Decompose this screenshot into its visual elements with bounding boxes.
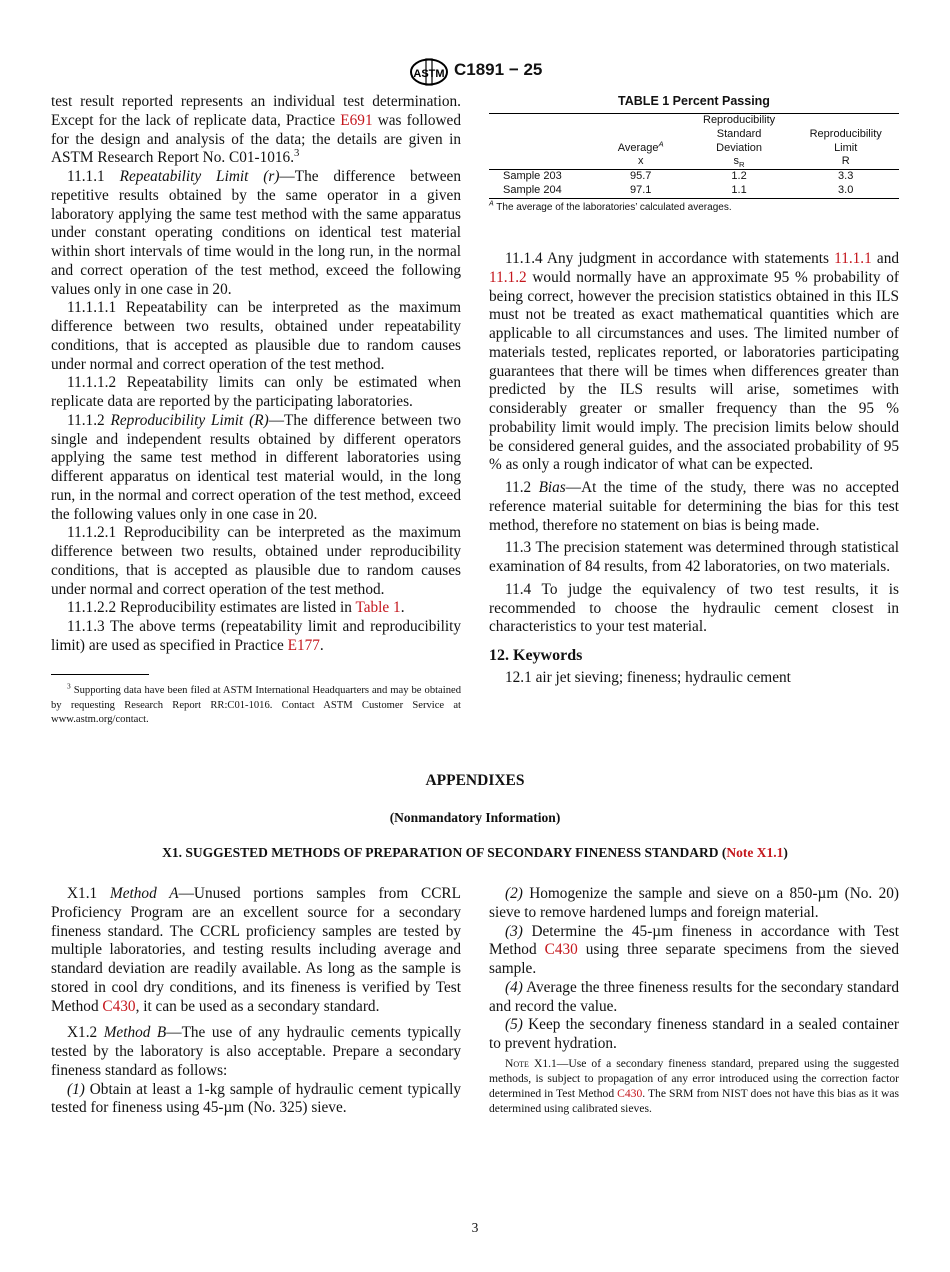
keywords-text: 12.1 air jet sieving; fineness; hydraulic cement [505,669,791,686]
link-c430[interactable]: C430 [102,997,136,1015]
step-3: (3) Determine the 45-µm fineness in accordance with Test Method C430 using three separate specimens from the sieved sample. [489,922,899,977]
paragraph-11-3: 11.3 The precision statement was determined through statistical examination of 84 results, from 42 laboratories, on two materials. [489,539,899,575]
link-table-1[interactable]: Table 1 [355,599,401,617]
step-2: (2) Homogenize the sample and sieve on a 850-µm (No. 20) sieve to remove hardened lumps and foreign material. [489,885,899,921]
step-1: (1) Obtain at least a 1-kg sample of hydraulic cement typically tested for fineness using 45-µm (No. 325) sieve. [51,1080,461,1117]
header-limit-1: Reproducibility [809,127,882,140]
table-row: Sample 203 95.7 1.2 3.3 [503,170,854,183]
header-average: Average$^A$ [617,138,664,154]
appendix-subtitle: (Nonmandatory Information) [389,810,561,825]
paragraph-11-4: 11.4 To judge the equivalency of two test results, it is recommended to choose the hydraulic cement closest in characteristics to your test material. [489,580,899,636]
table-row: Sample 204 97.1 1.1 3.0 [489,184,899,198]
page-header [0,58,950,84]
left-column [51,93,461,656]
paragraph-x1-1: X1.1 Method A—Unused portions samples from CCRL Proficiency Program are an excellent source for a secondary fineness standard. The CCRL proficiency samples are tested by multiple laboratories, and testing results including average and standard deviation are readily available. As long as the sample is stored in cool dry conditions, and its fineness is verified by Test Method C430, it can be used as a secondary standard. [51,885,461,1015]
symbol-r: R [792,155,899,169]
link-e691[interactable]: E691 [340,111,373,129]
paragraph-11-1-4: 11.1.4 Any judgment in accordance with statements 11.1.1 and 11.1.2 would normally have an approximate 95 % probability of being correct, however the precision statistics obtained in this ILS must not be treated as exact mathematical quantities which are applicable to all circumstances and uses. The limited number of materials tested, replicates reported, or laboratories participating guarantees that there will be times when differences greater than predicted by the ILS results will arise, sometimes with considerably greater or smaller frequency than the 95 % probability limit would imply. The precision limits below should be considered general guides, and the associated probability of 95 % as only a rough indicator of what can be expected. [489,250,899,474]
symbol-x: x [596,155,686,169]
symbol-sr: $s_R$ [686,155,793,169]
paragraph-11-1-1-2: 11.1.1.2 Repeatability limits can only be estimated when replicate data are reported by the participating laboratories. [51,374,461,410]
appendix-x1-heading: X1. SUGGESTED METHODS OF PREPARATION OF SECONDARY FINENESS STANDARD (Note X1.1) [162,845,788,860]
table-1 [489,93,899,213]
paragraph-11-1-1: 11.1.1 Repeatability Limit (r)—The difference between repetitive results obtained by the same operator in a given laboratory applying the same test method with the same apparatus under constant operating conditions on identical test material within short intervals of time would in the long run, in the normal and correct operation of the test method, exceed the following values only in one case in 20. [51,168,461,298]
paragraph-x1-2: X1.2 Method B—The use of any hydraulic cements typically tested by the laboratory is also acceptable. Prepare a secondary fineness standard as follows: [51,1024,461,1079]
step-5: (5) Keep the secondary fineness standard in a sealed container to prevent hydration. [489,1016,899,1052]
paragraph-intro: test result reported represents an individual test determination. Except for the lack of replicate data, Practice E691 was followed for the design and analysis of the data; the details are given in ASTM Research Report No. C01-1016.$^3$ [51,93,461,167]
link-note-x1-1[interactable]: Note X1.1 [726,845,784,860]
note-x1-1: Note X1.1—Use of a secondary fineness standard, prepared using the suggested methods, is subject to propagation of any error introduced using the correction factor determined in Test Method C430. The SRM from NIST does not have this bias as it was determined using calibrated sieves. [489,1056,899,1115]
footnote-marker[interactable]: 3 [294,147,300,160]
paragraph-11-1-2: 11.1.2 Reproducibility Limit (R)—The difference between two single and independent results obtained by different operators applying the same test method in different laboratories using different apparatus on identical test material would, in the long run, in the normal and correct operation of the test method, exceed the following values only in one case in 20. [51,411,462,523]
header-sd-2: Standard [716,127,762,140]
table-footnote: $^A$ The average of the laboratories’ calculated averages. [489,200,732,213]
appendix-right-column [489,885,899,1116]
paragraph-11-1-2-2: 11.1.2.2 Reproducibility estimates are listed in Table 1. [67,599,405,617]
link-c430[interactable]: C430 [617,1086,643,1100]
paragraph-11-1-3: 11.1.3 The above terms (repeatability limit and reproducibility limit) are used as specified in Practice E177. [51,618,461,654]
appendix-left-column [51,885,461,1118]
link-11-1-1[interactable]: 11.1.1 [834,250,872,267]
link-c430[interactable]: C430 [544,941,578,959]
step-4: (4) Average the three fineness results for the secondary standard and record the value. [489,978,899,1015]
footnote: $^3$ Supporting data have been filed at ASTM International Headquarters and may be obtained by requesting Research Report RR:C01-1016. Contact ASTM Customer Service at www.astm.org/contact. [51,681,461,725]
astm-logo-icon [409,58,449,86]
right-column [489,250,899,688]
footnote-divider [51,674,149,675]
keywords-heading: 12. Keywords [489,647,583,664]
page-number: 3 [471,1220,479,1235]
header-sd-1: Reproducibility [703,114,776,126]
header-sd-3: Deviation [716,141,762,154]
svg-text:ASTM: ASTM [413,68,445,80]
table-title: TABLE 1 Percent Passing [618,94,770,108]
paragraph-11-2: 11.2 Bias—At the time of the study, there was no accepted reference material suitable for determining the bias for this test method, therefore no statement on bias is being made. [489,479,899,534]
link-e177[interactable]: E177 [287,636,320,654]
document-designation: C1891 − 25 [454,60,543,79]
paragraph-11-1-1-1: 11.1.1.1 Repeatability can be interpreted as the maximum difference between two results, obtained under repeatability conditions, that is accepted as plausible due to random causes under normal and correct operation of the test method. [51,299,461,373]
header-limit-2: Limit [834,141,858,154]
link-11-1-2[interactable]: 11.1.2 [489,268,527,286]
paragraph-11-1-2-1: 11.1.2.1 Reproducibility can be interpreted as the maximum difference between two results, obtained under reproducibility conditions, that is accepted as plausible due to random causes under normal and correct operation of the test method. [51,524,461,598]
percent-passing-table [489,113,899,199]
appendix-title: APPENDIXES [425,772,525,789]
